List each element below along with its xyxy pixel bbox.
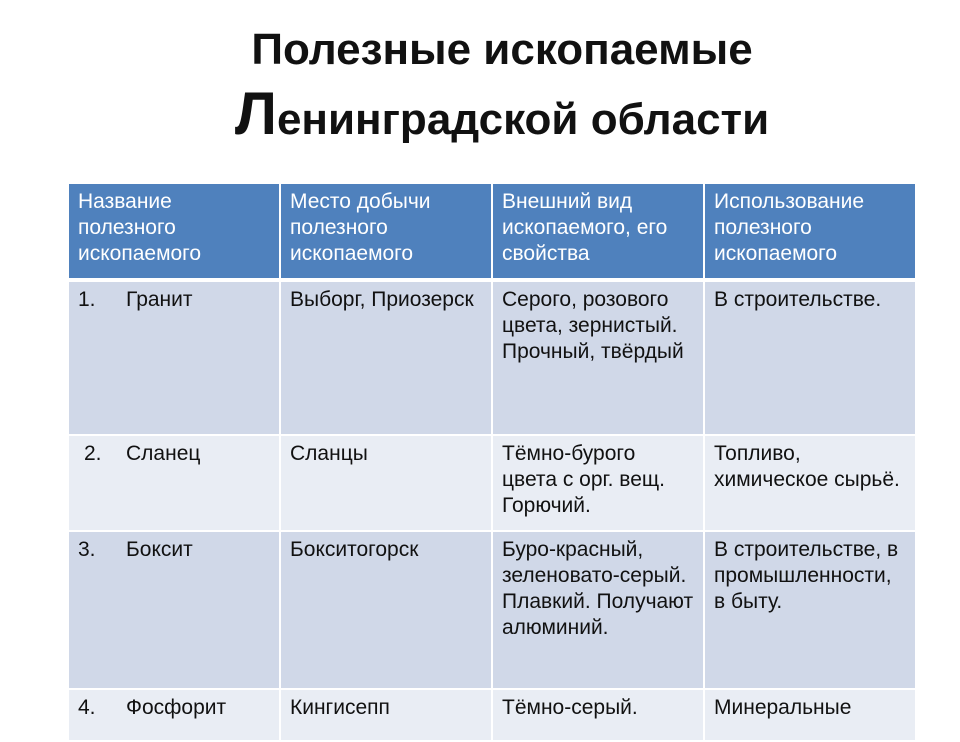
header-appearance-properties: Внешний вид ископаемого, его свойства xyxy=(492,183,704,280)
cell-extraction-place: Бокситогорск xyxy=(280,531,492,689)
row-number: 3. xyxy=(78,538,96,561)
cell-extraction-place: Выборг, Приозерск xyxy=(280,280,492,435)
table-row xyxy=(68,531,916,689)
page-title-line-2 xyxy=(22,82,960,152)
row-number: 2. xyxy=(84,442,102,465)
header-mineral-name: Название полезного ископаемого xyxy=(68,183,280,280)
cell-appearance-properties: Тёмно-серый. xyxy=(492,689,704,741)
table-row xyxy=(68,280,916,435)
page-title-line-1: Полезные ископаемые xyxy=(251,25,753,74)
title-line-2-rest: енинградской области xyxy=(276,95,770,144)
mineral-name: Гранит xyxy=(126,288,193,311)
row-number: 1. xyxy=(78,288,96,311)
cell-usage: Топливо, химическое сырьё. xyxy=(704,435,916,531)
mineral-name: Сланец xyxy=(126,442,201,465)
cell-mineral-name xyxy=(68,531,280,689)
cell-mineral-name xyxy=(68,689,280,741)
cell-mineral-name xyxy=(68,280,280,435)
table-row xyxy=(68,435,916,531)
cell-extraction-place: Сланцы xyxy=(280,435,492,531)
mineral-name: Фосфорит xyxy=(126,696,227,719)
table-header-row xyxy=(68,183,916,280)
row-number: 4. xyxy=(78,696,96,719)
cell-mineral-name xyxy=(68,435,280,531)
cell-extraction-place: Кингисепп xyxy=(280,689,492,741)
mineral-name: Боксит xyxy=(126,538,193,561)
header-usage: Использование полезного ископаемого xyxy=(704,183,916,280)
cell-usage: В строительстве. xyxy=(704,280,916,435)
minerals-table xyxy=(67,182,917,742)
cell-usage: В строительстве, в промышленности, в быту. xyxy=(704,531,916,689)
title-initial-letter: Л xyxy=(234,80,277,147)
table-row xyxy=(68,689,916,741)
cell-appearance-properties: Буро-красный, зеленовато-серый. Плавкий. Получают алюминий. xyxy=(492,531,704,689)
cell-appearance-properties: Серого, розового цвета, зернистый. Прочный, твёрдый xyxy=(492,280,704,435)
cell-appearance-properties: Тёмно-бурого цвета с орг. вещ. Горючий. xyxy=(492,435,704,531)
header-extraction-place: Место добычи полезного ископаемого xyxy=(280,183,492,280)
cell-usage: Минеральные xyxy=(704,689,916,741)
